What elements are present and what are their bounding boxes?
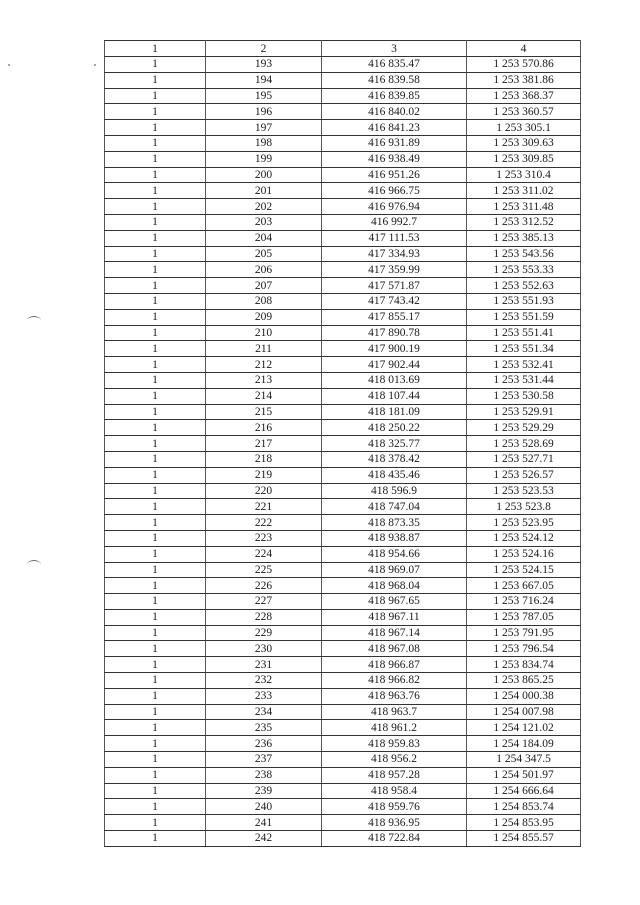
- y-coordinate-cell: 1 253 865.25: [467, 673, 581, 689]
- table-row: [105, 183, 581, 199]
- x-coordinate-cell: 416 841.23: [322, 120, 467, 136]
- point-number-cell: 217: [206, 436, 322, 452]
- column-header-4: 4: [467, 41, 581, 57]
- x-coordinate-cell: 417 902.44: [322, 357, 467, 373]
- table-row: [105, 278, 581, 294]
- table-row: [105, 515, 581, 531]
- point-number-cell: 234: [206, 704, 322, 720]
- point-number-cell: 235: [206, 720, 322, 736]
- y-coordinate-cell: 1 253 305.1: [467, 120, 581, 136]
- x-coordinate-cell: 418 959.76: [322, 799, 467, 815]
- point-number-cell: 200: [206, 167, 322, 183]
- y-coordinate-cell: 1 254 184.09: [467, 736, 581, 752]
- point-number-cell: 230: [206, 641, 322, 657]
- table-row: [105, 752, 581, 768]
- table-row: [105, 151, 581, 167]
- y-coordinate-cell: 1 253 526.57: [467, 467, 581, 483]
- y-coordinate-cell: 1 254 853.95: [467, 815, 581, 831]
- x-coordinate-cell: 416 835.47: [322, 57, 467, 73]
- point-number-cell: 198: [206, 135, 322, 151]
- y-coordinate-cell: 1 253 385.13: [467, 230, 581, 246]
- x-coordinate-cell: 417 743.42: [322, 293, 467, 309]
- point-number-cell: 212: [206, 357, 322, 373]
- point-number-cell: 194: [206, 72, 322, 88]
- y-coordinate-cell: 1 253 310.4: [467, 167, 581, 183]
- point-number-cell: 204: [206, 230, 322, 246]
- point-number-cell: 205: [206, 246, 322, 262]
- contour-cell: 1: [105, 293, 206, 309]
- column-header-2: 2: [206, 41, 322, 57]
- x-coordinate-cell: 418 961.2: [322, 720, 467, 736]
- point-number-cell: 225: [206, 562, 322, 578]
- table-row: [105, 388, 581, 404]
- table-row: [105, 767, 581, 783]
- y-coordinate-cell: 1 253 570.86: [467, 57, 581, 73]
- x-coordinate-cell: 418 966.87: [322, 657, 467, 673]
- y-coordinate-cell: 1 253 529.29: [467, 420, 581, 436]
- column-header-1: 1: [105, 41, 206, 57]
- x-coordinate-cell: 417 890.78: [322, 325, 467, 341]
- point-number-cell: 231: [206, 657, 322, 673]
- table-row: [105, 594, 581, 610]
- coordinate-table-sheet: [104, 40, 580, 847]
- contour-cell: 1: [105, 104, 206, 120]
- contour-cell: 1: [105, 688, 206, 704]
- table-row: [105, 57, 581, 73]
- x-coordinate-cell: 418 967.65: [322, 594, 467, 610]
- contour-cell: 1: [105, 404, 206, 420]
- table-row: [105, 562, 581, 578]
- table-row: [105, 609, 581, 625]
- table-row: [105, 657, 581, 673]
- point-number-cell: 196: [206, 104, 322, 120]
- x-coordinate-cell: 417 855.17: [322, 309, 467, 325]
- point-number-cell: 238: [206, 767, 322, 783]
- x-coordinate-cell: 417 571.87: [322, 278, 467, 294]
- x-coordinate-cell: 418 958.4: [322, 783, 467, 799]
- table-row: [105, 467, 581, 483]
- point-number-cell: 202: [206, 199, 322, 215]
- x-coordinate-cell: 418 963.7: [322, 704, 467, 720]
- table-row: [105, 799, 581, 815]
- table-row: [105, 372, 581, 388]
- y-coordinate-cell: 1 253 524.16: [467, 546, 581, 562]
- point-number-cell: 218: [206, 451, 322, 467]
- x-coordinate-cell: 416 938.49: [322, 151, 467, 167]
- contour-cell: 1: [105, 673, 206, 689]
- y-coordinate-cell: 1 253 834.74: [467, 657, 581, 673]
- y-coordinate-cell: 1 253 551.93: [467, 293, 581, 309]
- x-coordinate-cell: 418 967.14: [322, 625, 467, 641]
- x-coordinate-cell: 418 936.95: [322, 815, 467, 831]
- y-coordinate-cell: 1 254 855.57: [467, 831, 581, 847]
- point-number-cell: 219: [206, 467, 322, 483]
- x-coordinate-cell: 416 976.94: [322, 199, 467, 215]
- contour-cell: 1: [105, 515, 206, 531]
- contour-cell: 1: [105, 262, 206, 278]
- table-row: [105, 546, 581, 562]
- table-row: [105, 436, 581, 452]
- point-number-cell: 227: [206, 594, 322, 610]
- y-coordinate-cell: 1 253 529.91: [467, 404, 581, 420]
- table-row: [105, 404, 581, 420]
- y-coordinate-cell: 1 253 523.95: [467, 515, 581, 531]
- point-number-cell: 207: [206, 278, 322, 294]
- y-coordinate-cell: 1 253 551.34: [467, 341, 581, 357]
- y-coordinate-cell: 1 253 312.52: [467, 214, 581, 230]
- table-row: [105, 309, 581, 325]
- point-number-cell: 206: [206, 262, 322, 278]
- contour-cell: 1: [105, 546, 206, 562]
- contour-cell: 1: [105, 436, 206, 452]
- contour-cell: 1: [105, 151, 206, 167]
- table-row: [105, 720, 581, 736]
- y-coordinate-cell: 1 253 368.37: [467, 88, 581, 104]
- x-coordinate-cell: 418 954.66: [322, 546, 467, 562]
- y-coordinate-cell: 1 253 543.56: [467, 246, 581, 262]
- contour-cell: 1: [105, 167, 206, 183]
- point-number-cell: 233: [206, 688, 322, 704]
- x-coordinate-cell: 418 722.84: [322, 831, 467, 847]
- x-coordinate-cell: 418 747.04: [322, 499, 467, 515]
- point-number-cell: 239: [206, 783, 322, 799]
- y-coordinate-cell: 1 253 311.02: [467, 183, 581, 199]
- contour-cell: 1: [105, 657, 206, 673]
- x-coordinate-cell: 417 334.93: [322, 246, 467, 262]
- y-coordinate-cell: 1 254 853.74: [467, 799, 581, 815]
- y-coordinate-cell: 1 253 551.41: [467, 325, 581, 341]
- point-number-cell: 208: [206, 293, 322, 309]
- contour-cell: 1: [105, 767, 206, 783]
- point-number-cell: 203: [206, 214, 322, 230]
- contour-cell: 1: [105, 831, 206, 847]
- table-row: [105, 293, 581, 309]
- contour-cell: 1: [105, 199, 206, 215]
- table-row: [105, 783, 581, 799]
- point-number-cell: 201: [206, 183, 322, 199]
- y-coordinate-cell: 1 253 528.69: [467, 436, 581, 452]
- table-row: [105, 72, 581, 88]
- y-coordinate-cell: 1 253 531.44: [467, 372, 581, 388]
- contour-cell: 1: [105, 57, 206, 73]
- x-coordinate-cell: 418 967.08: [322, 641, 467, 657]
- x-coordinate-cell: 417 111.53: [322, 230, 467, 246]
- y-coordinate-cell: 1 253 360.57: [467, 104, 581, 120]
- table-row: [105, 120, 581, 136]
- contour-cell: 1: [105, 467, 206, 483]
- contour-cell: 1: [105, 499, 206, 515]
- x-coordinate-cell: 418 966.82: [322, 673, 467, 689]
- contour-cell: 1: [105, 704, 206, 720]
- contour-cell: 1: [105, 309, 206, 325]
- contour-cell: 1: [105, 183, 206, 199]
- coordinate-table: [104, 40, 581, 847]
- contour-cell: 1: [105, 246, 206, 262]
- point-number-cell: 221: [206, 499, 322, 515]
- point-number-cell: 209: [206, 309, 322, 325]
- contour-cell: 1: [105, 388, 206, 404]
- x-coordinate-cell: 418 963.76: [322, 688, 467, 704]
- contour-cell: 1: [105, 357, 206, 373]
- point-number-cell: 210: [206, 325, 322, 341]
- y-coordinate-cell: 1 254 121.02: [467, 720, 581, 736]
- point-number-cell: 214: [206, 388, 322, 404]
- x-coordinate-cell: 418 968.04: [322, 578, 467, 594]
- y-coordinate-cell: 1 253 552.63: [467, 278, 581, 294]
- x-coordinate-cell: 418 250.22: [322, 420, 467, 436]
- x-coordinate-cell: 418 325.77: [322, 436, 467, 452]
- x-coordinate-cell: 418 959.83: [322, 736, 467, 752]
- y-coordinate-cell: 1 253 791.95: [467, 625, 581, 641]
- contour-cell: 1: [105, 483, 206, 499]
- contour-cell: 1: [105, 783, 206, 799]
- point-number-cell: 222: [206, 515, 322, 531]
- y-coordinate-cell: 1 253 530.58: [467, 388, 581, 404]
- point-number-cell: 242: [206, 831, 322, 847]
- point-number-cell: 216: [206, 420, 322, 436]
- table-row: [105, 625, 581, 641]
- y-coordinate-cell: 1 253 523.53: [467, 483, 581, 499]
- x-coordinate-cell: 418 957.28: [322, 767, 467, 783]
- table-row: [105, 483, 581, 499]
- y-coordinate-cell: 1 253 716.24: [467, 594, 581, 610]
- contour-cell: 1: [105, 736, 206, 752]
- contour-cell: 1: [105, 278, 206, 294]
- y-coordinate-cell: 1 253 787.05: [467, 609, 581, 625]
- x-coordinate-cell: 418 013.69: [322, 372, 467, 388]
- table-row: [105, 246, 581, 262]
- y-coordinate-cell: 1 253 524.15: [467, 562, 581, 578]
- contour-cell: 1: [105, 230, 206, 246]
- point-number-cell: 224: [206, 546, 322, 562]
- table-row: [105, 815, 581, 831]
- x-coordinate-cell: 417 900.19: [322, 341, 467, 357]
- y-coordinate-cell: 1 253 309.63: [467, 135, 581, 151]
- x-coordinate-cell: 418 596.9: [322, 483, 467, 499]
- point-number-cell: 232: [206, 673, 322, 689]
- x-coordinate-cell: 416 839.85: [322, 88, 467, 104]
- contour-cell: 1: [105, 720, 206, 736]
- table-row: [105, 641, 581, 657]
- contour-cell: 1: [105, 752, 206, 768]
- contour-cell: 1: [105, 88, 206, 104]
- x-coordinate-cell: 416 966.75: [322, 183, 467, 199]
- table-row: [105, 499, 581, 515]
- y-coordinate-cell: 1 253 311.48: [467, 199, 581, 215]
- header-row: [105, 41, 581, 57]
- y-coordinate-cell: 1 254 000.38: [467, 688, 581, 704]
- contour-cell: 1: [105, 372, 206, 388]
- x-coordinate-cell: 416 931.89: [322, 135, 467, 151]
- y-coordinate-cell: 1 253 381.86: [467, 72, 581, 88]
- column-header-3: 3: [322, 41, 467, 57]
- point-number-cell: 211: [206, 341, 322, 357]
- table-row: [105, 673, 581, 689]
- x-coordinate-cell: 416 839.58: [322, 72, 467, 88]
- point-number-cell: 236: [206, 736, 322, 752]
- table-row: [105, 736, 581, 752]
- table-row: [105, 341, 581, 357]
- contour-cell: 1: [105, 594, 206, 610]
- point-number-cell: 240: [206, 799, 322, 815]
- contour-cell: 1: [105, 214, 206, 230]
- contour-cell: 1: [105, 451, 206, 467]
- table-row: [105, 325, 581, 341]
- table-row: [105, 704, 581, 720]
- y-coordinate-cell: 1 253 527.71: [467, 451, 581, 467]
- x-coordinate-cell: 418 435.46: [322, 467, 467, 483]
- point-number-cell: 228: [206, 609, 322, 625]
- x-coordinate-cell: 418 956.2: [322, 752, 467, 768]
- punch-hole-mark-upper: [27, 316, 41, 325]
- table-row: [105, 104, 581, 120]
- point-number-cell: 241: [206, 815, 322, 831]
- table-row: [105, 420, 581, 436]
- contour-cell: 1: [105, 641, 206, 657]
- table-row: [105, 530, 581, 546]
- x-coordinate-cell: 416 992.7: [322, 214, 467, 230]
- point-number-cell: 223: [206, 530, 322, 546]
- y-coordinate-cell: 1 254 007.98: [467, 704, 581, 720]
- point-number-cell: 199: [206, 151, 322, 167]
- scan-speck: [8, 64, 10, 66]
- point-number-cell: 213: [206, 372, 322, 388]
- y-coordinate-cell: 1 253 796.54: [467, 641, 581, 657]
- y-coordinate-cell: 1 254 347.5: [467, 752, 581, 768]
- x-coordinate-cell: 418 378.42: [322, 451, 467, 467]
- y-coordinate-cell: 1 254 666.64: [467, 783, 581, 799]
- table-row: [105, 135, 581, 151]
- point-number-cell: 197: [206, 120, 322, 136]
- contour-cell: 1: [105, 325, 206, 341]
- y-coordinate-cell: 1 253 553.33: [467, 262, 581, 278]
- contour-cell: 1: [105, 625, 206, 641]
- contour-cell: 1: [105, 420, 206, 436]
- point-number-cell: 237: [206, 752, 322, 768]
- x-coordinate-cell: 418 107.44: [322, 388, 467, 404]
- x-coordinate-cell: 418 873.35: [322, 515, 467, 531]
- point-number-cell: 195: [206, 88, 322, 104]
- table-row: [105, 88, 581, 104]
- table-row: [105, 214, 581, 230]
- contour-cell: 1: [105, 72, 206, 88]
- table-row: [105, 357, 581, 373]
- x-coordinate-cell: 418 938.87: [322, 530, 467, 546]
- x-coordinate-cell: 418 969.07: [322, 562, 467, 578]
- point-number-cell: 229: [206, 625, 322, 641]
- y-coordinate-cell: 1 253 667.05: [467, 578, 581, 594]
- punch-hole-mark-lower: [27, 560, 41, 569]
- contour-cell: 1: [105, 609, 206, 625]
- table-row: [105, 578, 581, 594]
- x-coordinate-cell: 416 951.26: [322, 167, 467, 183]
- table-row: [105, 688, 581, 704]
- contour-cell: 1: [105, 530, 206, 546]
- table-row: [105, 230, 581, 246]
- contour-cell: 1: [105, 799, 206, 815]
- contour-cell: 1: [105, 815, 206, 831]
- point-number-cell: 215: [206, 404, 322, 420]
- table-row: [105, 167, 581, 183]
- y-coordinate-cell: 1 253 551.59: [467, 309, 581, 325]
- point-number-cell: 220: [206, 483, 322, 499]
- table-row: [105, 199, 581, 215]
- point-number-cell: 193: [206, 57, 322, 73]
- point-number-cell: 226: [206, 578, 322, 594]
- table-row: [105, 262, 581, 278]
- table-body: [105, 57, 581, 847]
- y-coordinate-cell: 1 253 524.12: [467, 530, 581, 546]
- contour-cell: 1: [105, 135, 206, 151]
- x-coordinate-cell: 418 967.11: [322, 609, 467, 625]
- scan-speck: [94, 64, 96, 66]
- y-coordinate-cell: 1 254 501.97: [467, 767, 581, 783]
- x-coordinate-cell: 416 840.02: [322, 104, 467, 120]
- y-coordinate-cell: 1 253 532.41: [467, 357, 581, 373]
- contour-cell: 1: [105, 341, 206, 357]
- contour-cell: 1: [105, 120, 206, 136]
- table-row: [105, 831, 581, 847]
- contour-cell: 1: [105, 578, 206, 594]
- x-coordinate-cell: 417 359.99: [322, 262, 467, 278]
- table-row: [105, 451, 581, 467]
- y-coordinate-cell: 1 253 523.8: [467, 499, 581, 515]
- contour-cell: 1: [105, 562, 206, 578]
- x-coordinate-cell: 418 181.09: [322, 404, 467, 420]
- y-coordinate-cell: 1 253 309.85: [467, 151, 581, 167]
